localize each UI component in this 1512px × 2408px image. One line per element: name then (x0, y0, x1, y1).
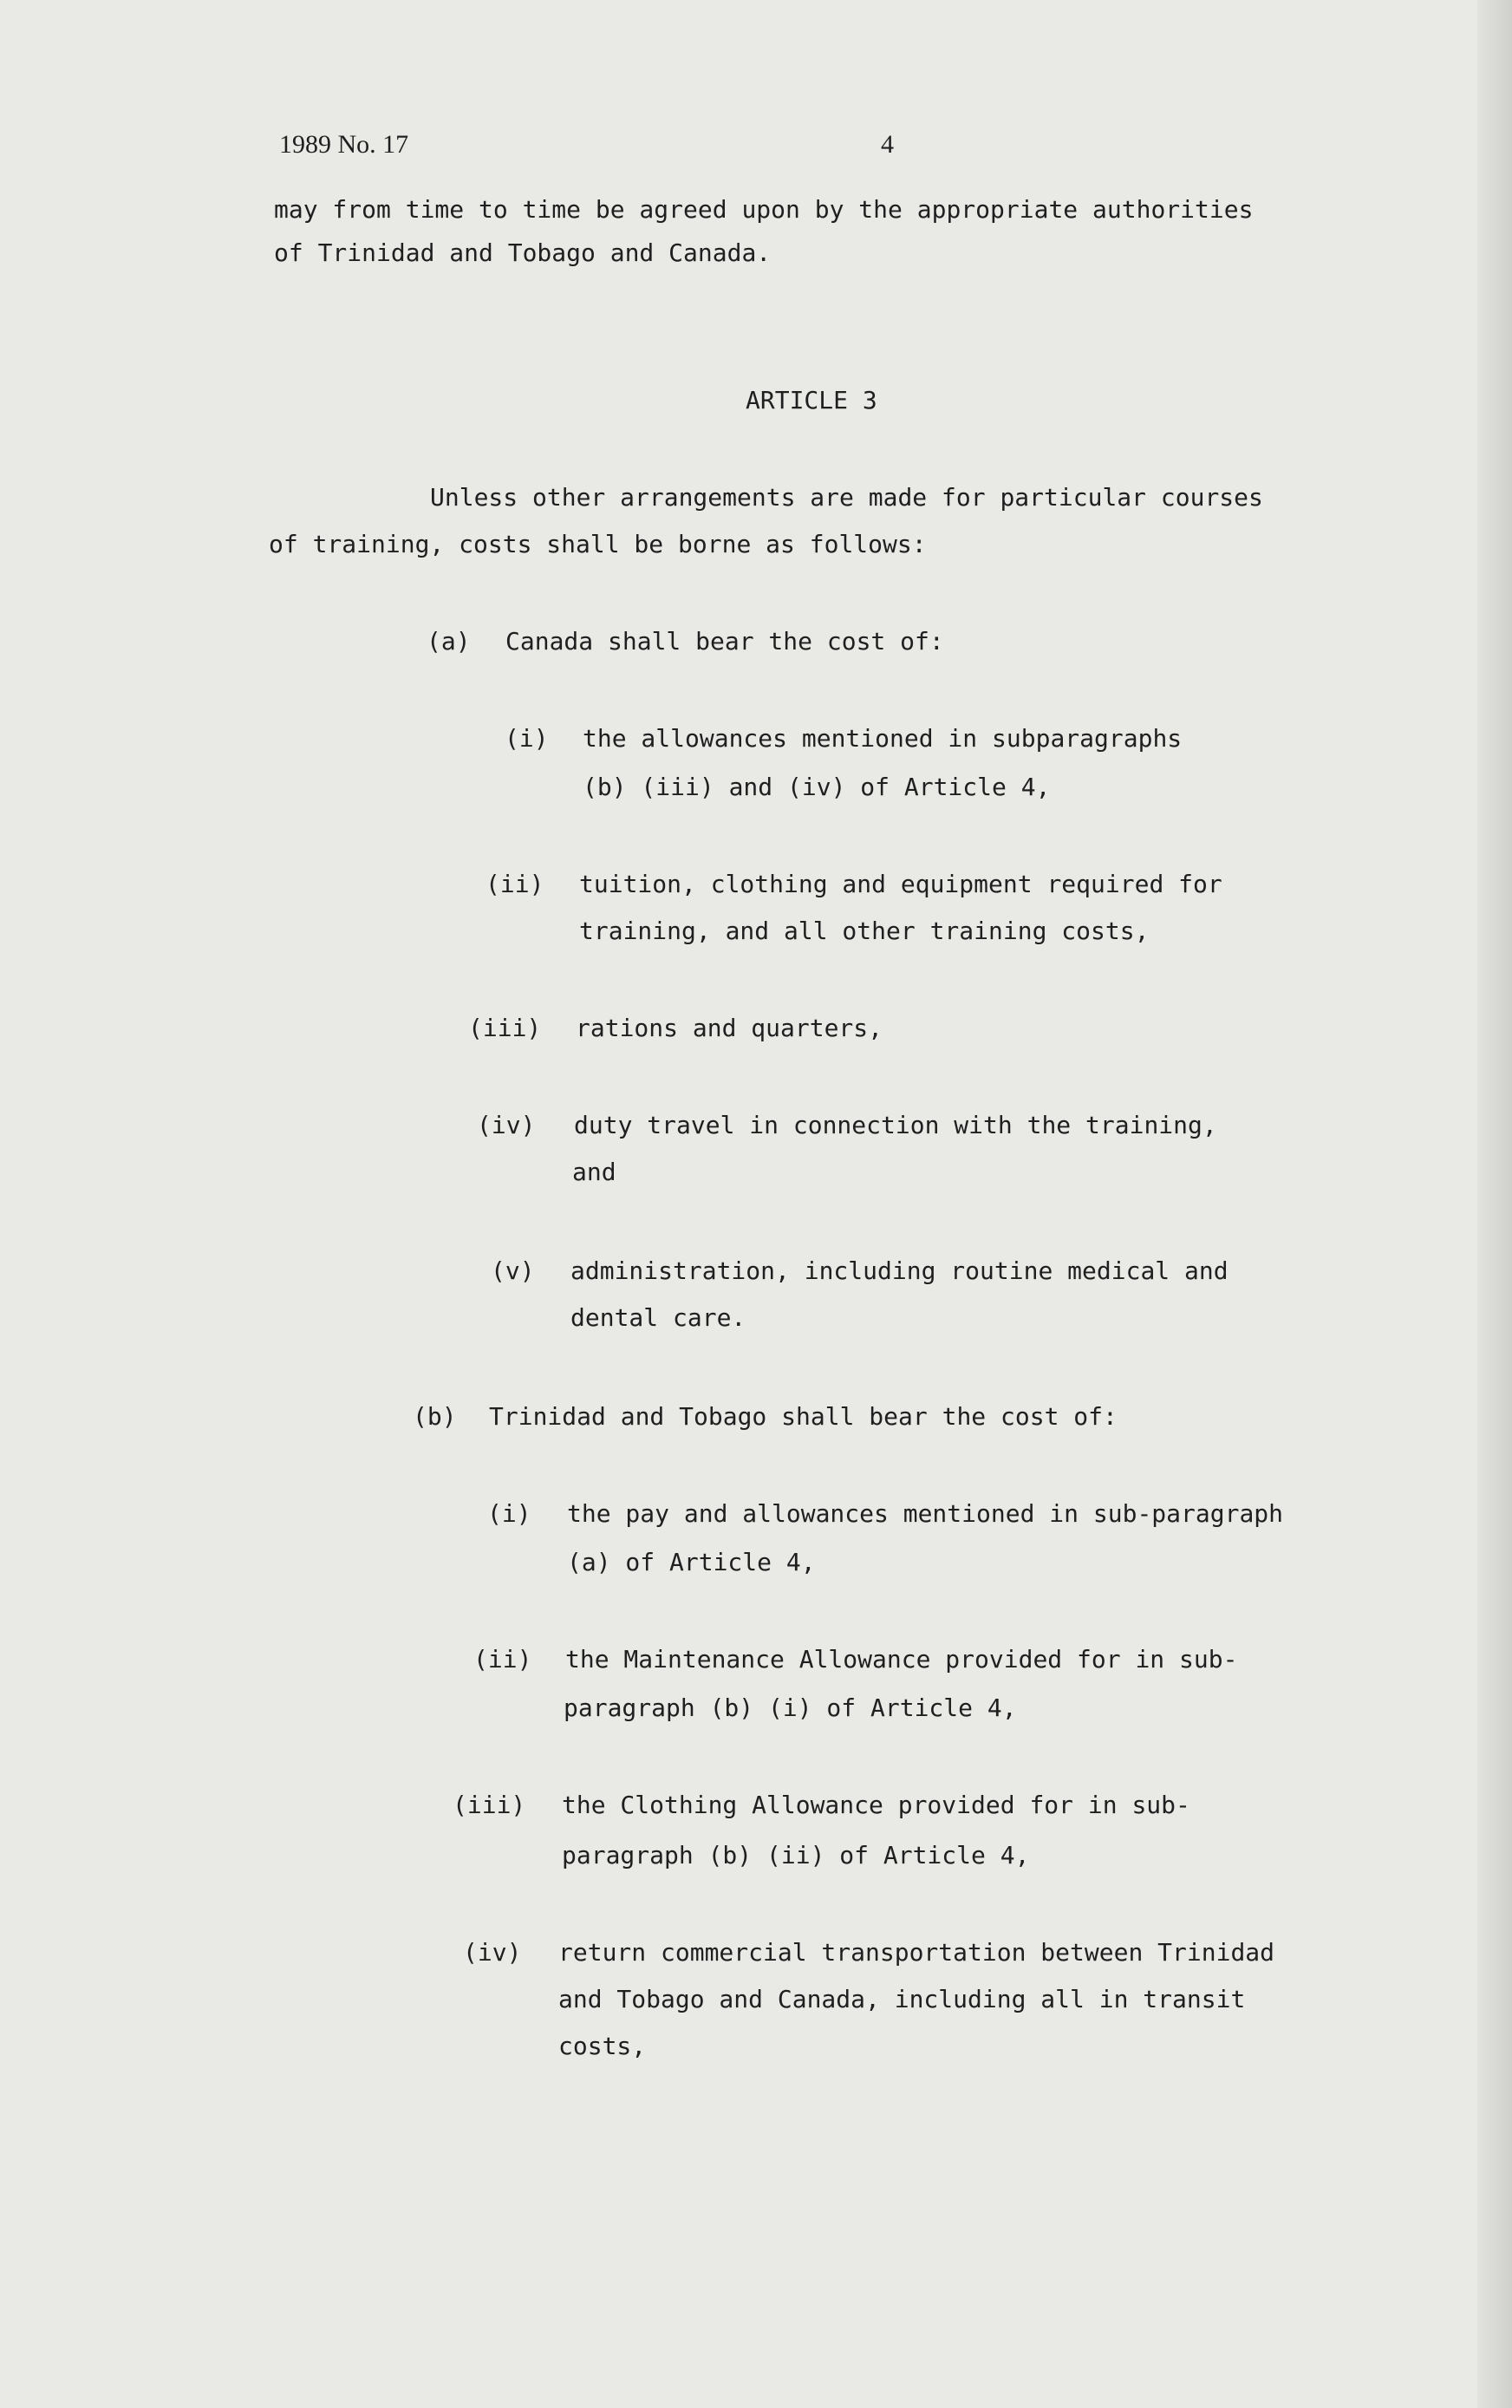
section-b-text: Trinidad and Tobago shall bear the cost of: (489, 1402, 1118, 1431)
item-a-ii-num: (ii) (486, 870, 544, 898)
intro-line-2: of Trinidad and Tobago and Canada. (274, 238, 772, 267)
item-a-i-line-2: (b) (iii) and (iv) of Article 4, (583, 773, 1051, 801)
item-b-iv-line-1: return commercial transportation between Trinidad (558, 1938, 1275, 1967)
item-a-iv-line-2: and (572, 1158, 616, 1186)
item-b-i-num: (i) (487, 1499, 531, 1528)
item-a-v-num: (v) (491, 1256, 535, 1285)
item-b-iv-line-3: costs, (558, 2032, 647, 2060)
item-b-iii-line-2: paragraph (b) (ii) of Article 4, (562, 1841, 1030, 1870)
item-b-ii-line-1: the Maintenance Allowance provided for in sub- (565, 1645, 1238, 1674)
item-b-iii-num: (iii) (453, 1791, 526, 1819)
item-a-i-num: (i) (505, 724, 549, 753)
intro-line-1: may from time to time be agreed upon by the appropriate authorities (274, 195, 1254, 224)
item-b-ii-line-2: paragraph (b) (i) of Article 4, (564, 1693, 1017, 1722)
article-lead-line-2: of training, costs shall be borne as follows: (269, 530, 927, 558)
item-a-i-line-1: the allowances mentioned in subparagraphs (583, 724, 1183, 753)
section-b-label: (b) (413, 1402, 457, 1431)
section-a-text: Canada shall bear the cost of: (505, 627, 944, 656)
article-title: ARTICLE 3 (746, 386, 877, 414)
item-a-ii-line-2: training, and all other training costs, (579, 917, 1150, 945)
item-b-ii-num: (ii) (473, 1645, 532, 1674)
item-a-iii-line-1: rations and quarters, (576, 1014, 883, 1042)
article-lead-line-1: Unless other arrangements are made for particular courses (430, 483, 1263, 512)
item-a-iv-line-1: duty travel in connection with the training, (574, 1111, 1217, 1139)
item-b-i-line-2: (a) of Article 4, (567, 1548, 816, 1576)
item-a-iii-num: (iii) (468, 1014, 542, 1042)
item-b-i-line-1: the pay and allowances mentioned in sub-paragraph (567, 1499, 1284, 1528)
section-a-label: (a) (427, 627, 471, 656)
header-page-number: 4 (881, 130, 894, 159)
item-a-ii-line-1: tuition, clothing and equipment required for (579, 870, 1222, 898)
item-b-iii-line-1: the Clothing Allowance provided for in sub- (562, 1791, 1190, 1819)
item-a-iv-num: (iv) (477, 1111, 536, 1139)
header-year-no: 1989 No. 17 (279, 130, 409, 159)
item-b-iv-num: (iv) (463, 1938, 522, 1967)
item-a-v-line-1: administration, including routine medical and (570, 1256, 1228, 1285)
item-b-iv-line-2: and Tobago and Canada, including all in transit (558, 1985, 1246, 2013)
item-a-v-line-2: dental care. (570, 1303, 746, 1332)
page-edge-shadow (1477, 0, 1512, 2408)
